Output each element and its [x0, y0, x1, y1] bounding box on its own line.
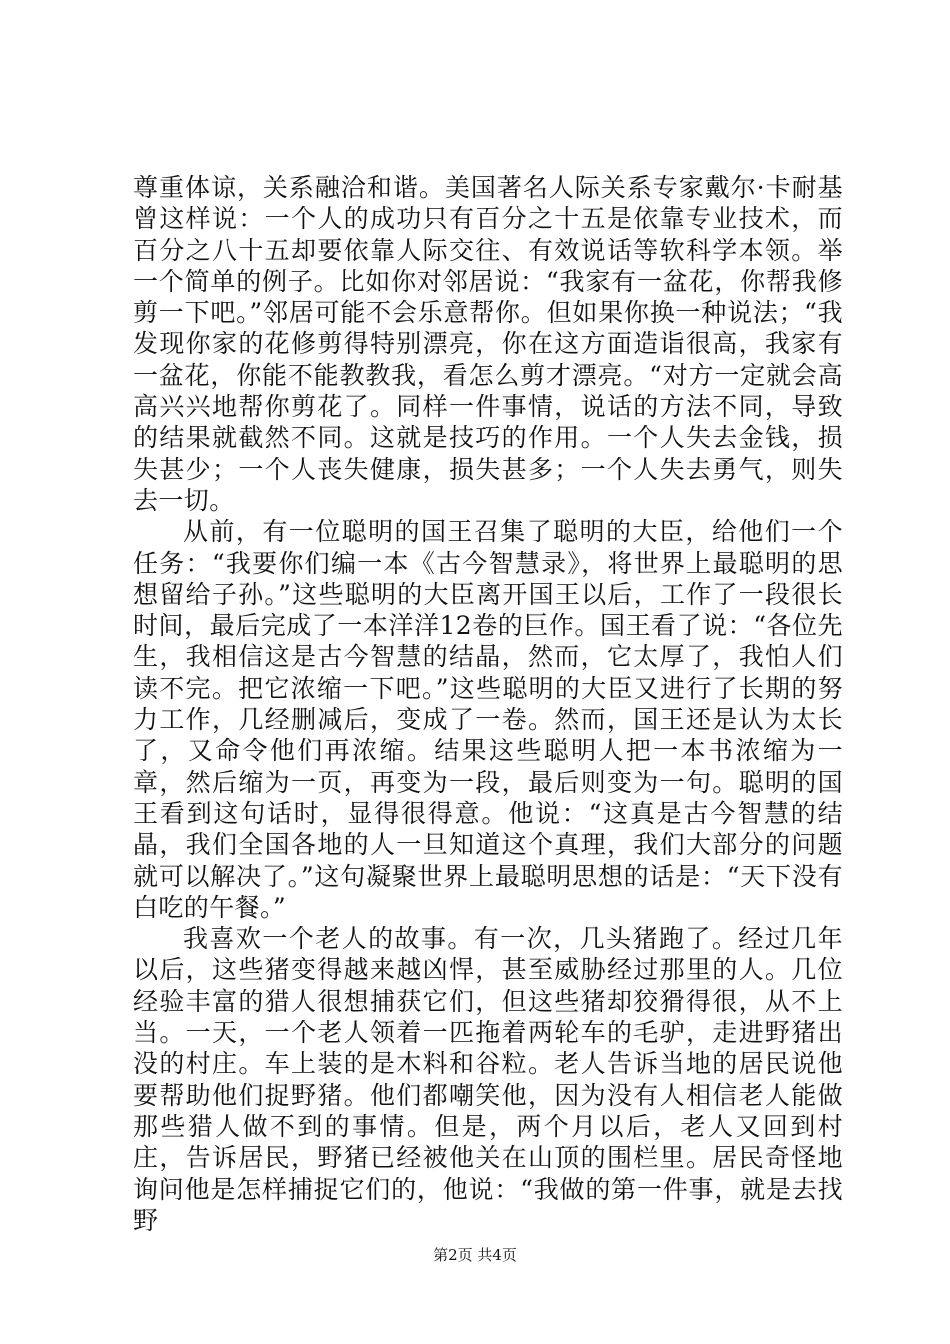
page-number-footer: 第2页 共4页: [433, 1246, 517, 1264]
paragraph-2: 从前，有一位聪明的国王召集了聪明的大臣，给他们一个任务：“我要你们编一本《古今智慧录》，将世界上最聪明的思想留给子孙。”这些聪明的大臣离开国王以后，工作了一段很长时间，最后完成了一本洋洋12卷的巨作。国王看了说：“各位先生，我相信这是古今智慧的结晶，然而，它太厚了，我怕人们读不完。把它浓缩一下吧。”这些聪明的大臣又进行了长期的努力工作，几经删减后，变成了一卷。然而，国王还是认为太长了，又命令他们再浓缩。结果这些聪明人把一本书浓缩为一章，然后缩为一页，再变为一段，最后则变为一句。聪明的国王看到这句话时，显得很得意。他说：“这真是古今智慧的结晶，我们全国各地的人一旦知道这个真理，我们大部分的问题就可以解决了。”这句凝聚世界上最聪明思想的话是：“天下没有白吃的午餐。”: [133, 517, 843, 922]
paragraph-3: 我喜欢一个老人的故事。有一次，几头猪跑了。经过几年以后，这些猪变得越来越凶悍，甚至威胁经过那里的人。几位经验丰富的猎人很想捕获它们，但这些猪却狡猾得很，从不上当。一天，一个老人领着一匹拖着两轮车的毛驴，走进野猪出没的村庄。车上装的是木料和谷粒。老人告诉当地的居民说他要帮助他们捉野猪。他们都嘲笑他，因为没有人相信老人能做那些猎人做不到的事情。但是，两个月以后，老人又回到村庄，告诉居民，野猪已经被他关在山顶的围栏里。居民奇怪地询问他是怎样捕捉它们的，他说：“我做的第一件事，就是去找野: [133, 924, 843, 1235]
paragraph-1: 尊重体谅，关系融洽和谐。美国著名人际关系专家戴尔·卡耐基曾这样说：一个人的成功只有百分之十五是依靠专业技术，而百分之八十五却要依靠人际交往、有效说话等软科学本领。举一个简单的例子。比如你对邻居说：“我家有一盆花，你帮我修剪一下吧。”邻居可能不会乐意帮你。但如果你换一种说法；“我发现你家的花修剪得特别漂亮，你在这方面造诣很高，我家有一盆花，你能不能教教我，看怎么剪才漂亮。“对方一定就会高高兴兴地帮你剪花了。同样一件事情，说话的方法不同，导致的结果就截然不同。这就是技巧的作用。一个人失去金钱，损失甚少；一个人丧失健康，损失甚多；一个人失去勇气，则失去一切。: [133, 173, 843, 515]
document-body: [133, 172, 843, 1236]
